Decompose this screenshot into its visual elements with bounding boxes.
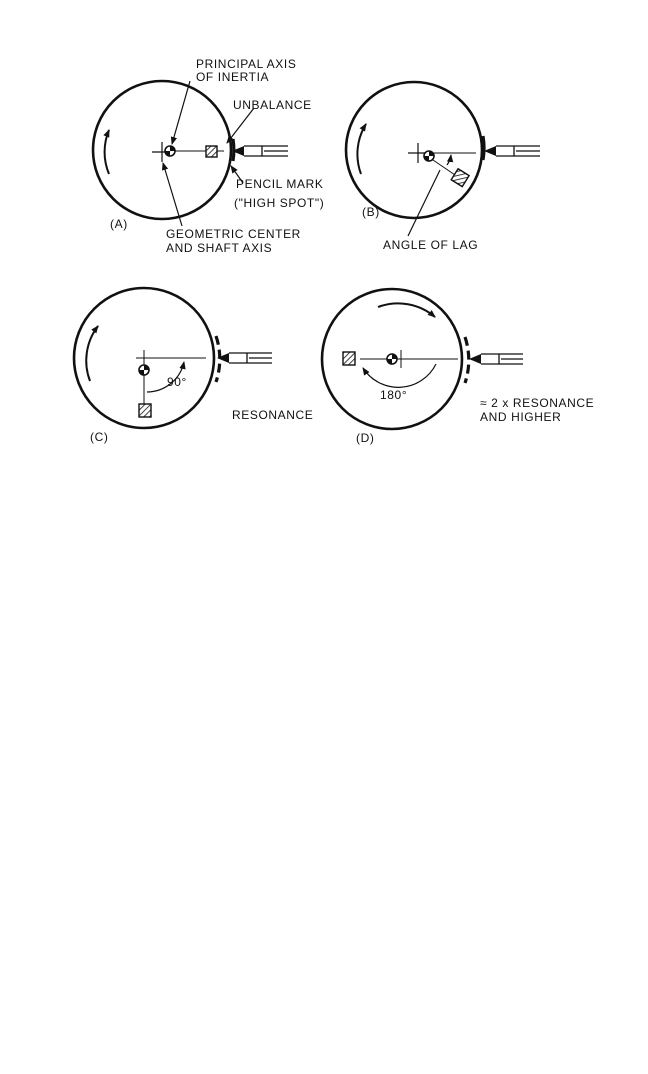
unbalance-mass bbox=[206, 146, 217, 157]
panel-c-label: (C) bbox=[90, 430, 109, 444]
panel-a bbox=[93, 57, 324, 255]
rotor-unbalance-diagram bbox=[0, 0, 648, 470]
principal-axis-symbol bbox=[139, 365, 149, 375]
pencil-mark bbox=[465, 337, 469, 383]
pencil-icon bbox=[484, 146, 540, 156]
rotation-arrow bbox=[378, 303, 435, 317]
pencil-icon bbox=[469, 354, 523, 364]
panel-a-label: (A) bbox=[110, 217, 128, 231]
pencil-mark bbox=[216, 336, 220, 382]
high-resonance-label-2: AND HIGHER bbox=[480, 410, 562, 424]
angle-label: 90° bbox=[167, 375, 187, 389]
geometric-center-leader bbox=[163, 163, 182, 226]
principal-axis-symbol bbox=[387, 354, 397, 364]
pencil-mark bbox=[233, 139, 234, 161]
angle-label: 180° bbox=[380, 388, 408, 402]
unbalance-leader bbox=[227, 108, 254, 143]
angle-of-lag-arc bbox=[447, 155, 451, 165]
unbalance-mass bbox=[451, 169, 469, 187]
principal-axis-leader bbox=[172, 81, 190, 144]
geometric-center-label-1: GEOMETRIC CENTER bbox=[166, 227, 301, 241]
phase-angle-arc bbox=[363, 364, 436, 387]
pencil-mark-label-1: PENCIL MARK bbox=[236, 177, 324, 191]
pencil-mark-label-2: ("HIGH SPOT") bbox=[234, 196, 325, 210]
angle-of-lag-leader bbox=[408, 170, 440, 236]
rotor-disk bbox=[346, 82, 482, 218]
unbalance-label: UNBALANCE bbox=[233, 98, 312, 112]
rotation-arrow bbox=[357, 124, 366, 174]
panel-d-label: (D) bbox=[356, 431, 375, 445]
principal-axis-label-2: OF INERTIA bbox=[196, 70, 270, 84]
pencil-icon bbox=[217, 353, 272, 363]
angle-of-lag-label: ANGLE OF LAG bbox=[383, 238, 479, 252]
panel-b-label: (B) bbox=[362, 205, 380, 219]
rotation-arrow bbox=[86, 326, 98, 381]
panel-b bbox=[346, 82, 540, 252]
geometric-center-label-2: AND SHAFT AXIS bbox=[166, 241, 273, 255]
panel-c bbox=[74, 288, 313, 444]
principal-axis-label-1: PRINCIPAL AXIS bbox=[196, 57, 297, 71]
high-resonance-label-1: ≈ 2 x RESONANCE bbox=[480, 396, 595, 410]
panel-d bbox=[322, 289, 594, 445]
principal-axis-symbol bbox=[424, 151, 434, 161]
unbalance-mass bbox=[343, 352, 355, 365]
pencil-mark bbox=[483, 136, 484, 160]
unbalance-mass bbox=[139, 404, 151, 417]
rotation-arrow bbox=[105, 130, 109, 174]
principal-axis-symbol bbox=[165, 146, 175, 156]
pencil-icon bbox=[232, 146, 288, 156]
resonance-label: RESONANCE bbox=[232, 408, 314, 422]
